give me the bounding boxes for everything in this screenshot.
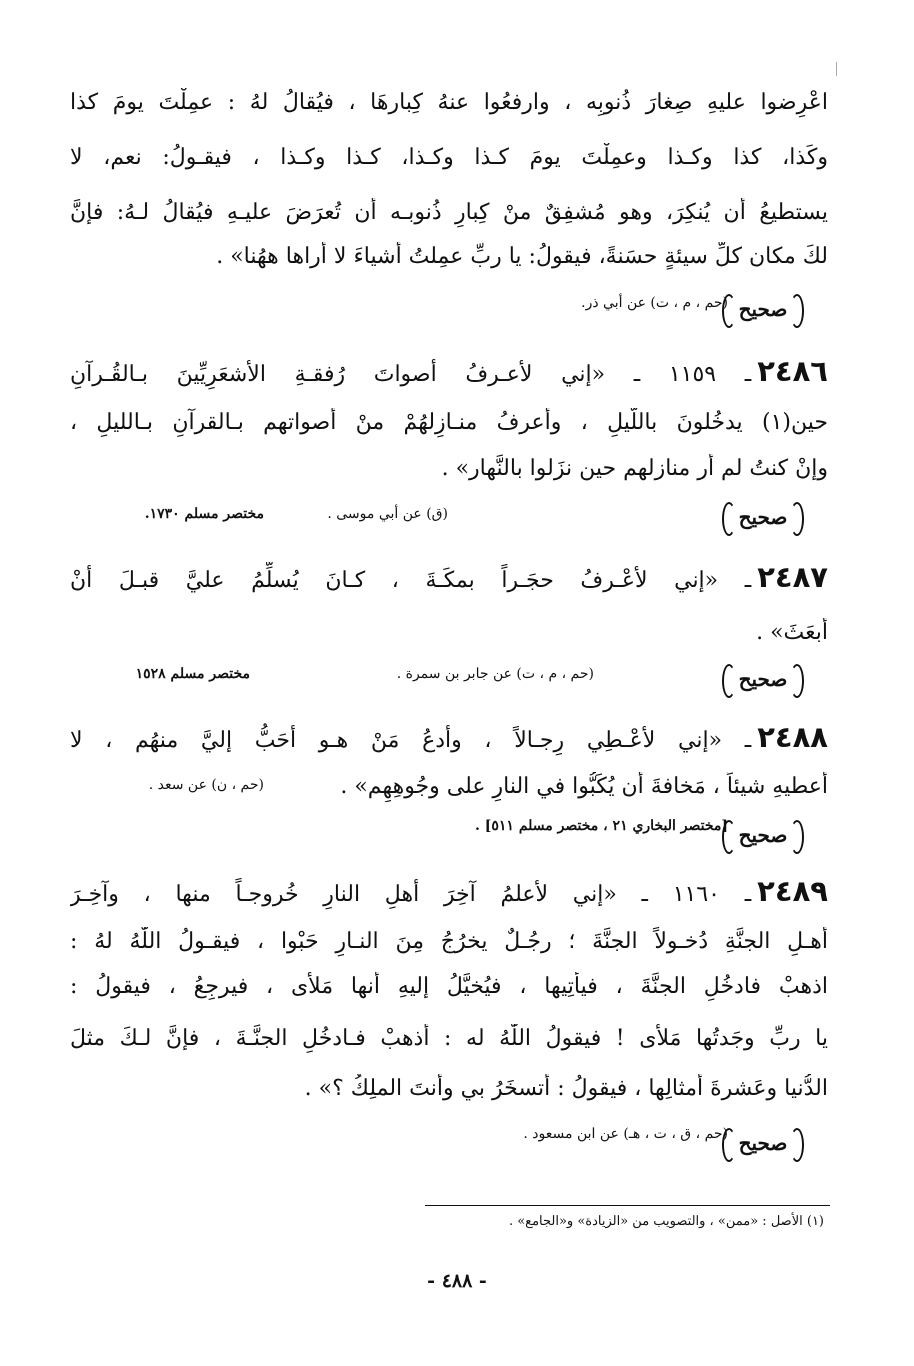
hadith-2487-source: (حم ، م ، ت) عن جابر بن سمرة . [396, 666, 594, 682]
hadith-number: ٢٤٨٨ [757, 722, 828, 754]
hadith-number: ٢٤٨٩ [757, 876, 828, 908]
hadith-2489-text: ـ ١١٦٠ ـ «إني لأعلمُ آخِرَ أهلِ النارِ خُروجـاً منها ، وآخِـرَ [70, 882, 752, 907]
grade-badge-2485: صحيح [722, 292, 804, 328]
hadith-2488-line-1 [70, 722, 828, 756]
hadith-2488-source: (حم ، ن) عن سعد . [148, 777, 264, 793]
grade-badge-2486: صحيح [722, 500, 804, 536]
hadith-2486-line-3: وإنْ كنتُ لم أر منازلهم حين نزَلوا بالنَّهار» . [441, 456, 828, 481]
footnote-rule [425, 1205, 830, 1206]
hadith-2487-line-1 [70, 562, 828, 596]
hadith-2485-line-4: لكَ مكان كلِّ سيئةٍ حسَنةً، فيقولُ: يا ربِّ عمِلتُ أشياءَ لا أراها ههُنا» . [216, 244, 828, 269]
hadith-2487-text: ـ «إني لأعْـرفُ حجَـراً بمكَـةَ ، كـانَ يُسلِّمُ عليَّ قبـلَ أنْ [70, 568, 752, 593]
hadith-2485-line-2: وكَذا، كذا وكـذا وعمِلْتَ يومَ كـذا وكـذا، كـذا وكـذا ، فيقـولُ: نعم، لا [70, 145, 828, 170]
hadith-2486-line-2: حين(١) يدخُلونَ باللَّيلِ ، وأعرفُ منـازِلهُمْ منْ أصواتهم بـالقرآنِ بـالليلِ ، [70, 410, 828, 435]
hadith-2486-ref: مختصر مسلم ١٧٣٠. [144, 506, 264, 522]
hadith-2489-line-3: اذهبْ فادخُلِ الجنَّةَ ، فيأتِيها ، فيُخيَّلُ إليهِ أنها مَلأى ، فيرجِعُ ، فيقولُ : [70, 974, 828, 999]
hadith-2487-ref: مختصر مسلم ١٥٢٨ [135, 666, 250, 682]
hadith-2489-line-4: يا ربِّ وجَدتُها مَلأى ! فيقولُ اللّٰهُ له : أذهبْ فـادخُلِ الجنَّـةَ ، فإنَّ لـكَ مثلَ [70, 1026, 828, 1051]
hadith-2486-source: (ق) عن أبي موسى . [327, 506, 448, 522]
hadith-2488-ref: [مختصر البخاري ٢١ ، مختصر مسلم ٥١١] . [475, 818, 728, 834]
grade-badge-2487: صحيح [722, 662, 804, 698]
hadith-2489-line-1 [70, 876, 828, 910]
grade-badge-2489: صحيح [722, 1126, 804, 1162]
hadith-2486-text: ـ ١١٥٩ ـ «إني لأعـرفُ أصواتَ رُفقـةِ الأشعَرِيِّينَ بـالقُـرآنِ [70, 362, 752, 387]
margin-mark [836, 62, 837, 76]
grade-badge-2488: صحيح [722, 818, 804, 854]
hadith-number: ٢٤٨٦ [757, 356, 828, 388]
page-number: - ٤٨٨ - [427, 1270, 487, 1292]
hadith-2489-line-5: الدُّنيا وعَشرةَ أمثالِها ، فيقولُ : أتسخَرُ بي وأنتَ الملِكُ ؟» . [304, 1076, 828, 1101]
hadith-2485-line-1: اعْرِضوا عليهِ صِغارَ ذُنوبِه ، وارفعُوا عنهُ كِبارهَا ، فيُقالُ لهُ : عمِلْتَ يومَ كذا [70, 90, 828, 115]
hadith-2485-source: (حم ، م ، ت) عن أبي ذر. [581, 295, 728, 311]
hadith-2485-line-3: يستطيعُ أن يُنكِرَ، وهو مُشفِقٌ منْ كِبارِ ذُنوبـه أن تُعرَضَ عليـهِ فيُقالُ لـهُ: فإنَّ [70, 200, 828, 225]
hadith-number: ٢٤٨٧ [757, 562, 828, 594]
hadith-2486-line-1 [70, 356, 828, 390]
hadith-2489-source: (حم ، ق ، ت ، هـ) عن ابن مسعود . [523, 1126, 728, 1142]
hadith-2489-line-2: أهـلِ الجنَّةِ دُخـولاً الجنَّةَ ؛ رجُـلٌ يخرُجُ مِنَ النـارِ حَبْوا ، فيقـولُ اللّٰهُ لهُ : [70, 929, 828, 954]
hadith-2488-line-2: أعطيهِ شيئاً ، مَخافةَ أن يُكَبُّوا في النارِ على وجُوهِهِم» . [340, 774, 828, 799]
footnote: (١) الأصل : «ممن» ، والتصويب من «الزيادة» و«الجامع» . [508, 1214, 824, 1229]
hadith-2487-line-2: أُبعَثَ» . [756, 620, 828, 645]
hadith-2488-text: ـ «إني لأعْـطِي رِجـالاً ، وأدعُ مَنْ هـو أحَبُّ إليَّ منهُم ، لا [70, 728, 752, 753]
